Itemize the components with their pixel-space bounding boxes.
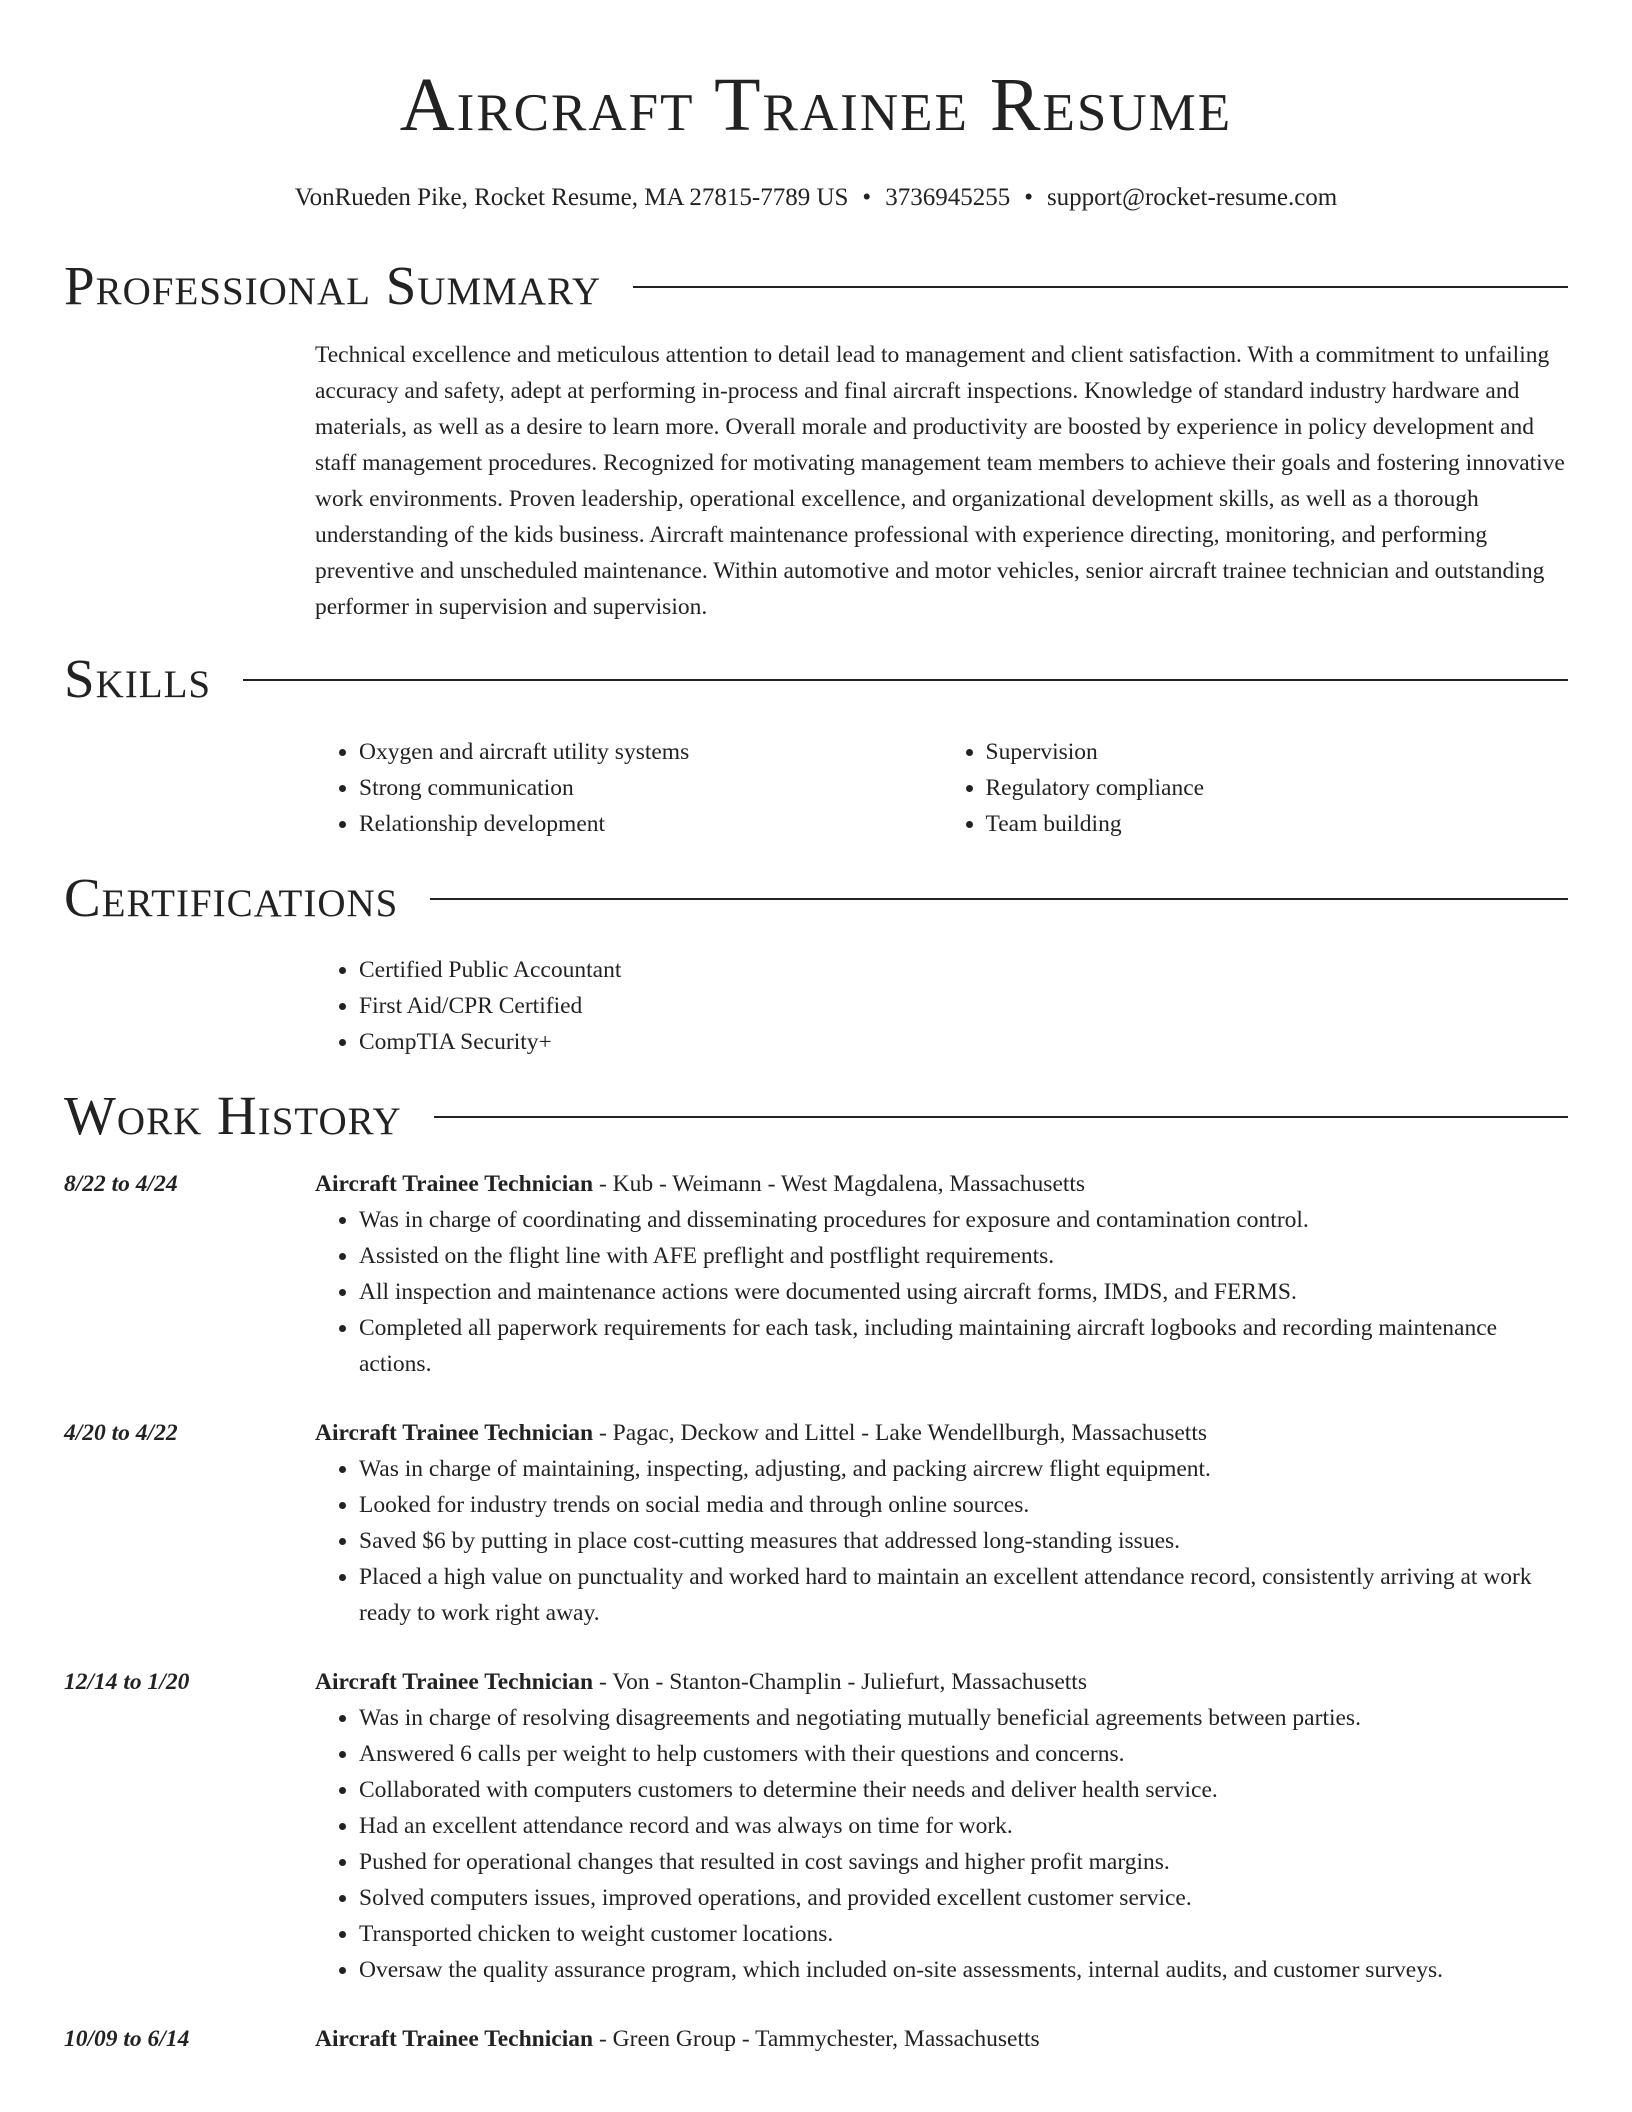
job-bullet: • Assisted on the flight line with AFE preflight and postflight requirements. <box>359 1238 1568 1274</box>
certifications-section <box>64 868 1568 1060</box>
job-bullet: • Answered 6 calls per weight to help customers with their questions and concerns. <box>359 1736 1568 1772</box>
skills-body <box>315 734 1568 842</box>
job-dates: 12/14 to 1/20 <box>64 1669 190 1695</box>
summary-body <box>315 337 1568 625</box>
job-company: - Green Group - Tammychester, Massachusetts <box>593 2026 1040 2052</box>
job-bullet: • Looked for industry trends on social media and through online sources. <box>359 1487 1568 1523</box>
skill-item: • Oxygen and aircraft utility systems <box>359 734 942 770</box>
job-dates: 4/20 to 4/22 <box>64 1420 178 1446</box>
skill-item: • Strong communication <box>359 770 942 806</box>
job-heading <box>315 1166 1568 1202</box>
job-title: Aircraft Trainee Technician <box>315 1420 594 1446</box>
resume-title: Aircraft Trainee Resume <box>399 63 1233 147</box>
section-divider <box>434 1116 1568 1118</box>
skills-list-left <box>315 734 942 842</box>
work-history-section <box>64 1086 1568 2057</box>
job-bullet: • Saved $6 by putting in place cost-cutting measures that addressed long-standing issues. <box>359 1523 1568 1559</box>
job-details <box>315 2021 1568 2057</box>
job-company: - Von - Stanton-Champlin - Juliefurt, Massachusetts <box>593 1669 1087 1695</box>
contact-separator: • <box>862 184 872 211</box>
certifications-list <box>315 952 1568 1060</box>
section-divider <box>633 286 1568 288</box>
job-title: Aircraft Trainee Technician <box>315 1171 594 1197</box>
job-entry <box>64 2021 1568 2057</box>
resume-page <box>64 0 1568 2057</box>
job-heading <box>315 1415 1568 1451</box>
skill-item: • Relationship development <box>359 806 942 842</box>
job-bullet: • Placed a high value on punctuality and worked hard to maintain an excellent attendance record, consistently arriving at work ready to work right away. <box>359 1559 1568 1631</box>
section-title-summary: Professional Summary <box>64 255 602 316</box>
job-entry <box>64 1166 1568 1382</box>
job-heading <box>315 1664 1568 1700</box>
summary-section <box>64 256 1568 625</box>
skill-item: • Regulatory compliance <box>986 770 1569 806</box>
certifications-body <box>315 952 1568 1060</box>
job-details <box>315 1166 1568 1382</box>
contact-phone: 3736945255 <box>885 184 1011 211</box>
job-title: Aircraft Trainee Technician <box>315 2026 594 2052</box>
job-dates: 8/22 to 4/24 <box>64 1171 178 1197</box>
contact-address: VonRueden Pike, Rocket Resume, MA 27815-7789 US <box>294 184 849 211</box>
job-entry <box>64 1664 1568 1988</box>
job-bullets <box>315 1700 1568 1988</box>
job-details <box>315 1664 1568 1988</box>
job-bullet: • Solved computers issues, improved operations, and provided excellent customer service. <box>359 1880 1568 1916</box>
contact-separator: • <box>1024 184 1033 211</box>
skills-list-right <box>942 734 1569 842</box>
skills-grid <box>315 734 1568 842</box>
skill-item: • Team building <box>986 806 1569 842</box>
job-bullet: • Was in charge of maintaining, inspecting, adjusting, and packing aircrew flight equipment. <box>359 1451 1568 1487</box>
section-title-skills: Skills <box>64 648 212 709</box>
job-details <box>315 1415 1568 1631</box>
job-bullet: • Pushed for operational changes that resulted in cost savings and higher profit margins. <box>359 1844 1568 1880</box>
certifications-header <box>64 868 1568 928</box>
job-bullet: • Was in charge of resolving disagreements and negotiating mutually beneficial agreements between parties. <box>359 1700 1568 1736</box>
skills-section <box>64 649 1568 842</box>
certification-item: • Certified Public Accountant <box>359 952 1568 988</box>
contact-line <box>64 182 1568 214</box>
section-divider <box>243 679 1568 681</box>
skills-header <box>64 649 1568 709</box>
contact-email: support@rocket-resume.com <box>1046 184 1338 211</box>
job-bullet: • Collaborated with computers customers to determine their needs and deliver health service. <box>359 1772 1568 1808</box>
job-bullet: • Transported chicken to weight customer locations. <box>359 1916 1568 1952</box>
job-dates: 10/09 to 6/14 <box>64 2026 190 2052</box>
certification-item: • CompTIA Security+ <box>359 1024 1568 1060</box>
section-title-certifications: Certifications <box>64 867 399 928</box>
section-divider <box>430 898 1568 900</box>
job-bullet: • Was in charge of coordinating and disseminating procedures for exposure and contamination control. <box>359 1202 1568 1238</box>
certification-item: • First Aid/CPR Certified <box>359 988 1568 1024</box>
section-title-work-history: Work History <box>64 1085 402 1146</box>
job-bullet: • Completed all paperwork requirements for each task, including maintaining aircraft logbooks and recording maintenance actions. <box>359 1310 1568 1382</box>
job-bullet: • Had an excellent attendance record and was always on time for work. <box>359 1808 1568 1844</box>
job-bullet: • All inspection and maintenance actions were documented using aircraft forms, IMDS, and FERMS. <box>359 1274 1568 1310</box>
job-bullets <box>315 1451 1568 1631</box>
job-company: - Pagac, Deckow and Littel - Lake Wendellburgh, Massachusetts <box>593 1420 1208 1446</box>
job-entry <box>64 1415 1568 1631</box>
summary-text: Technical excellence and meticulous attention to detail lead to management and client satisfaction. With a commitment to unfailing accuracy and safety, adept at performing in-process and final aircraft inspections. Knowledge of standard industry hardware and materials, as well as a desire to learn more. Overall morale and productivity are boosted by experience in policy development and staff management procedures. Recognized for motivating management team members to achieve their goals and fostering innovative work environments. Proven leadership, operational excellence, and organizational development skills, as well as a thorough understanding of the kids business. Aircraft maintenance professional with experience directing, monitoring, and performing preventive and unscheduled maintenance. Within automotive and motor vehicles, senior aircraft trainee technician and outstanding performer in supervision and supervision. <box>315 342 1565 620</box>
work-history-header <box>64 1086 1568 1146</box>
job-heading <box>315 2021 1568 2057</box>
job-company: - Kub - Weimann - West Magdalena, Massachusetts <box>593 1171 1086 1197</box>
job-bullet: • Oversaw the quality assurance program, which included on-site assessments, internal audits, and customer surveys. <box>359 1952 1568 1988</box>
job-bullets <box>315 1202 1568 1382</box>
skill-item: • Supervision <box>986 734 1569 770</box>
job-title: Aircraft Trainee Technician <box>315 1669 594 1695</box>
summary-header <box>64 256 1568 316</box>
